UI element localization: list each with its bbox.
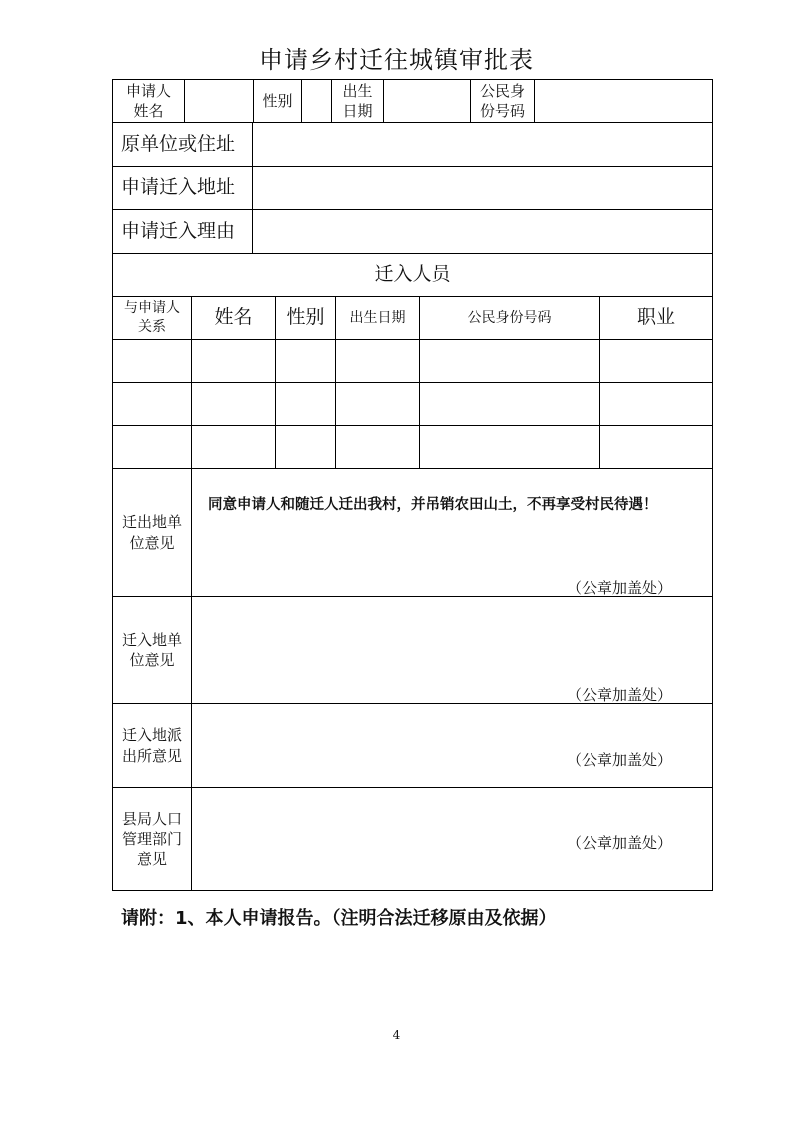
member-row-3-birth[interactable] [335,425,420,469]
move-in-reason-value[interactable] [252,209,713,254]
member-row-1-occupation[interactable] [599,339,713,383]
seal-placeholder-move-in: （公章加盖处） [567,686,673,704]
members-col-gender: 性别 [275,296,336,340]
gender-value[interactable] [301,79,332,123]
member-row-2-gender[interactable] [275,382,336,426]
applicant-name-label: 申请人姓名 [112,79,185,123]
member-row-1-id[interactable] [419,339,600,383]
seal-placeholder-police: （公章加盖处） [567,751,673,769]
member-row-3-gender[interactable] [275,425,336,469]
applicant-name-value[interactable] [184,79,254,123]
member-row-2-name[interactable] [191,382,276,426]
move-in-address-value[interactable] [252,166,713,210]
seal-placeholder-move-out: （公章加盖处） [567,579,673,597]
member-row-1-relation[interactable] [112,339,192,383]
members-section-title: 迁入人员 [112,253,713,297]
seal-placeholder-county: （公章加盖处） [567,834,673,852]
gender-label: 性别 [253,79,302,123]
id-number-value[interactable] [534,79,713,123]
attachment-note: 请附：1、本人申请报告。（注明合法迁移原由及依据） [121,908,557,929]
move-in-reason-label: 申请迁入理由 [112,209,253,254]
members-col-id: 公民身份号码 [419,296,600,340]
member-row-3-relation[interactable] [112,425,192,469]
member-row-3-id[interactable] [419,425,600,469]
id-number-label: 公民身份号码 [470,79,535,123]
page-number: 4 [392,1028,401,1042]
member-row-3-name[interactable] [191,425,276,469]
member-row-2-relation[interactable] [112,382,192,426]
members-col-relation: 与申请人关系 [112,296,192,340]
opinion-label-move-in-unit: 迁入地单位意见 [112,596,192,704]
original-unit-label: 原单位或住址 [112,122,253,167]
approval-form-table [113,80,713,892]
original-unit-value[interactable] [252,122,713,167]
member-row-2-id[interactable] [419,382,600,426]
form-title: 申请乡村迁往城镇审批表 [259,46,534,74]
opinion-label-move-out-unit: 迁出地单位意见 [112,468,192,597]
member-row-2-occupation[interactable] [599,382,713,426]
members-col-name: 姓名 [191,296,276,340]
member-row-1-name[interactable] [191,339,276,383]
move-out-approval-text: 同意申请人和随迁人迁出我村，并吊销农田山土，不再享受村民待遇！ [208,497,658,513]
members-col-birth: 出生日期 [335,296,420,340]
move-in-address-label: 申请迁入地址 [112,166,253,210]
member-row-2-birth[interactable] [335,382,420,426]
birth-date-label: 出生日期 [331,79,384,123]
opinion-label-county-bureau: 县局人口管理部门意见 [112,787,192,891]
opinion-label-police-station: 迁入地派出所意见 [112,703,192,788]
members-col-occupation: 职业 [599,296,713,340]
member-row-1-gender[interactable] [275,339,336,383]
member-row-1-birth[interactable] [335,339,420,383]
opinion-value-police-station[interactable] [191,703,713,788]
birth-date-value[interactable] [383,79,471,123]
member-row-3-occupation[interactable] [599,425,713,469]
